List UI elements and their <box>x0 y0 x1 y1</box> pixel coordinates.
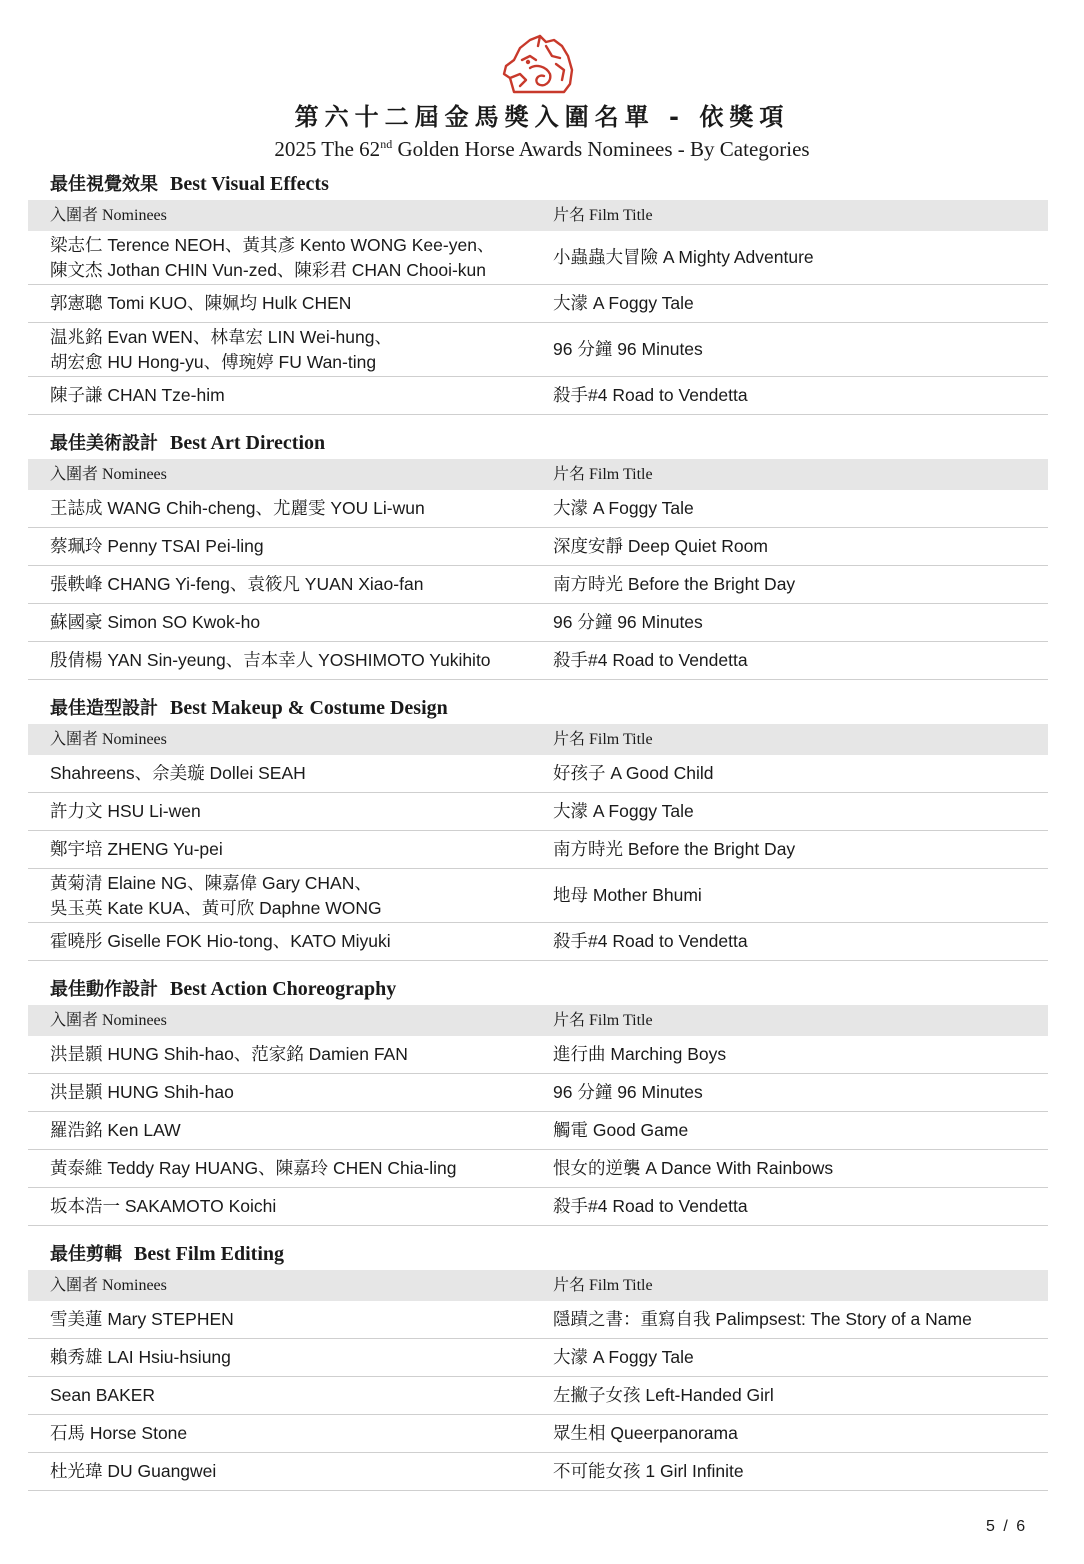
table-row <box>28 285 1048 323</box>
film-cell: 好孩子 A Good Child <box>553 763 714 783</box>
film-cell: 地母 Mother Bhumi <box>553 885 702 905</box>
section-title <box>28 1238 1048 1270</box>
table-row <box>28 1074 1048 1112</box>
table-row <box>28 1150 1048 1188</box>
nominee-list <box>28 168 1048 1491</box>
film-cell: 大濛 A Foggy Tale <box>553 498 694 518</box>
table-row <box>28 1453 1048 1491</box>
table-row <box>28 604 1048 642</box>
column-header-nominees: 入圍者 Nominees <box>50 1012 167 1029</box>
nominee-line: 陳文杰 Jothan CHIN Vun-zed、陳彩君 CHAN Chooi-kun <box>50 259 487 280</box>
film-cell: 96 分鐘 96 Minutes <box>553 1082 703 1102</box>
table-row <box>28 528 1048 566</box>
nominee-cell: 許力文 HSU Li-wen <box>50 801 201 821</box>
table-row <box>28 490 1048 528</box>
nominee-cell <box>28 325 531 375</box>
section-title-en: Best Action Choreography <box>170 978 397 1000</box>
nominee-cell: 杜光瑋 DU Guangwei <box>50 1461 217 1481</box>
section-title <box>28 973 1048 1005</box>
table-row <box>28 831 1048 869</box>
table-row <box>28 642 1048 680</box>
nominee-cell: 石馬 Horse Stone <box>50 1423 188 1443</box>
film-cell: 進行曲 Marching Boys <box>553 1044 727 1064</box>
title-en-suffix: Golden Horse Awards Nominees - By Categories <box>392 137 810 161</box>
column-header-film-title: 片名 Film Title <box>553 731 653 748</box>
title-en-ordinal-suffix: nd <box>380 137 393 151</box>
page-title-chinese: 第六十二屆金馬獎入圍名單 - 依獎項 <box>294 103 790 131</box>
film-cell: 南方時光 Before the Bright Day <box>553 574 796 594</box>
section-title-en: Best Makeup & Costume Design <box>170 697 448 719</box>
table-row <box>28 1036 1048 1074</box>
column-header-nominees: 入圍者 Nominees <box>50 207 167 224</box>
film-cell: 96 分鐘 96 Minutes <box>553 339 703 359</box>
nominee-cell: 郭憲聰 Tomi KUO、陳姵均 Hulk CHEN <box>50 293 352 313</box>
film-cell: 眾生相 Queerpanorama <box>553 1423 738 1443</box>
section-best-action-choreography <box>28 973 1048 1226</box>
nominee-cell <box>28 871 531 921</box>
table-header-row <box>28 1005 1048 1036</box>
nominee-cell: Sean BAKER <box>50 1385 156 1405</box>
film-cell: 深度安靜 Deep Quiet Room <box>553 536 768 556</box>
section-title-zh: 最佳視覺效果 <box>50 174 158 195</box>
nominee-cell: 張軼峰 CHANG Yi-feng、袁筱凡 YUAN Xiao-fan <box>50 574 424 594</box>
section-title-zh: 最佳造型設計 <box>50 698 158 719</box>
nominee-cell: 洪昰顥 HUNG Shih-hao <box>50 1082 234 1102</box>
nominee-cell: 陳子謙 CHAN Tze-him <box>50 385 225 405</box>
film-cell: 小蟲蟲大冒險 A Mighty Adventure <box>553 247 814 267</box>
section-title-zh: 最佳剪輯 <box>50 1244 122 1265</box>
section-best-makeup-costume-design <box>28 692 1048 961</box>
nominee-cell: 坂本浩一 SAKAMOTO Koichi <box>50 1196 277 1216</box>
table-row <box>28 1339 1048 1377</box>
film-cell: 大濛 A Foggy Tale <box>553 293 694 313</box>
section-best-film-editing <box>28 1238 1048 1491</box>
table-row <box>28 1415 1048 1453</box>
table-row <box>28 323 1048 377</box>
film-cell: 南方時光 Before the Bright Day <box>553 839 796 859</box>
nominee-cell: 雪美蓮 Mary STEPHEN <box>50 1309 234 1329</box>
nominee-line: 黃菊清 Elaine NG、陳嘉偉 Gary CHAN、 <box>50 872 372 893</box>
film-cell: 殺手#4 Road to Vendetta <box>553 931 748 951</box>
table-row <box>28 1188 1048 1226</box>
table-header-row <box>28 1270 1048 1301</box>
page-title-english <box>0 137 1084 162</box>
table-row <box>28 566 1048 604</box>
film-cell: 大濛 A Foggy Tale <box>553 1347 694 1367</box>
nominee-cell: 鄭宇培 ZHENG Yu-pei <box>50 839 223 859</box>
table-row <box>28 793 1048 831</box>
column-header-nominees: 入圍者 Nominees <box>50 731 167 748</box>
nominee-line: 梁志仁 Terence NEOH、黃其彥 Kento WONG Kee-yen、 <box>50 234 495 255</box>
nominee-cell: 殷倩楊 YAN Sin-yeung、吉本幸人 YOSHIMOTO Yukihito <box>50 650 491 670</box>
table-row <box>28 923 1048 961</box>
table-row <box>28 1301 1048 1339</box>
title-en-prefix: 2025 The 62 <box>274 137 381 161</box>
film-cell: 觸電 Good Game <box>553 1120 689 1140</box>
nominee-cell: 賴秀雄 LAI Hsiu-hsiung <box>50 1347 231 1367</box>
table-header-row <box>28 724 1048 755</box>
nominee-cell: 蔡珮玲 Penny TSAI Pei-ling <box>50 536 264 556</box>
section-title-zh: 最佳動作設計 <box>50 979 158 1000</box>
table-row <box>28 377 1048 415</box>
film-cell: 殺手#4 Road to Vendetta <box>553 1196 748 1216</box>
section-title <box>28 692 1048 724</box>
film-cell: 左撇子女孩 Left-Handed Girl <box>553 1385 774 1405</box>
section-title-en: Best Art Direction <box>170 432 326 454</box>
table-row <box>28 1112 1048 1150</box>
nominee-cell: Shahreens、佘美璇 Dollei SEAH <box>50 763 306 783</box>
column-header-film-title: 片名 Film Title <box>553 1277 653 1294</box>
section-title <box>28 427 1048 459</box>
section-title-en: Best Visual Effects <box>170 173 329 195</box>
table-header-row <box>28 459 1048 490</box>
film-cell: 殺手#4 Road to Vendetta <box>553 650 748 670</box>
nominee-line: 胡宏愈 HU Hong-yu、傅琬婷 FU Wan-ting <box>50 351 377 372</box>
table-row <box>28 231 1048 285</box>
nominee-line: 温兆銘 Evan WEN、林韋宏 LIN Wei-hung、 <box>50 326 392 347</box>
film-cell: 大濛 A Foggy Tale <box>553 801 694 821</box>
page-number: 5 / 6 <box>986 1518 1028 1535</box>
column-header-film-title: 片名 Film Title <box>553 1012 653 1029</box>
nominee-cell: 黃泰維 Teddy Ray HUANG、陳嘉玲 CHEN Chia-ling <box>50 1158 457 1178</box>
table-row <box>28 869 1048 923</box>
column-header-film-title: 片名 Film Title <box>553 466 653 483</box>
nominee-cell: 羅浩銘 Ken LAW <box>50 1120 181 1140</box>
section-title <box>28 168 1048 200</box>
section-best-art-direction <box>28 427 1048 680</box>
film-cell: 恨女的逆襲 A Dance With Rainbows <box>553 1158 834 1178</box>
section-best-visual-effects <box>28 168 1048 415</box>
section-title-en: Best Film Editing <box>134 1243 285 1265</box>
nominee-cell: 洪昰顥 HUNG Shih-hao、范家銘 Damien FAN <box>50 1044 408 1064</box>
nominee-cell: 霍曉彤 Giselle FOK Hio-tong、KATO Miyuki <box>50 931 391 951</box>
nominee-cell: 蘇國豪 Simon SO Kwok-ho <box>50 612 261 632</box>
film-cell: 96 分鐘 96 Minutes <box>553 612 703 632</box>
table-row <box>28 1377 1048 1415</box>
nominee-cell <box>28 233 531 283</box>
section-title-zh: 最佳美術設計 <box>50 433 158 454</box>
table-row <box>28 755 1048 793</box>
film-cell: 隱蹟之書：重寫自我 Palimpsest: The Story of a Name <box>553 1309 972 1329</box>
film-cell: 殺手#4 Road to Vendetta <box>553 385 748 405</box>
column-header-film-title: 片名 Film Title <box>553 207 653 224</box>
column-header-nominees: 入圍者 Nominees <box>50 466 167 483</box>
nominee-cell: 王誌成 WANG Chih-cheng、尤麗雯 YOU Li-wun <box>50 498 425 518</box>
nominee-line: 吳玉英 Kate KUA、黃可欣 Daphne WONG <box>50 897 382 918</box>
column-header-nominees: 入圍者 Nominees <box>50 1277 167 1294</box>
golden-horse-logo-icon <box>500 34 576 96</box>
table-header-row <box>28 200 1048 231</box>
film-cell: 不可能女孩 1 Girl Infinite <box>553 1461 744 1481</box>
